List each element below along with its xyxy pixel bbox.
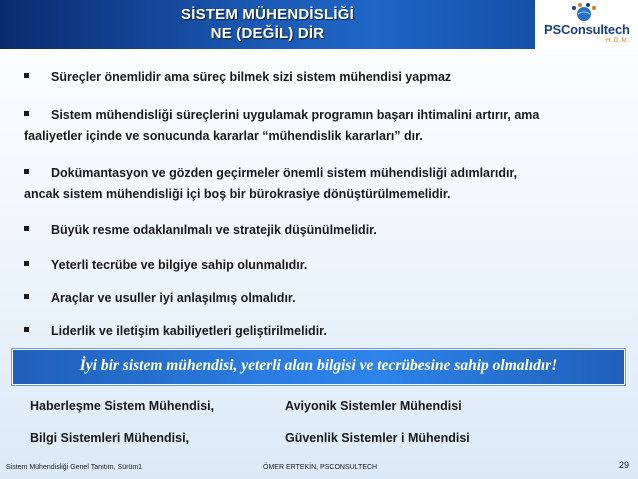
square-bullet-icon xyxy=(24,169,29,174)
logo-subtitle: H.D.M. xyxy=(606,37,630,44)
slide-title-line2: NE (DEĞİL) DİR xyxy=(210,25,325,42)
banner-text: İyi bir sistem mühendisi, yeterli alan bilgisi ve tecrübesine sahip olmalıdır! xyxy=(79,357,558,374)
slide-title-bar xyxy=(0,0,535,49)
role-item: Güvenlik Sistemler i Mühendisi xyxy=(285,431,470,445)
highlight-banner xyxy=(12,349,625,385)
bullet-continuation: faaliyetler içinde ve sonucunda kararlar “mühendislik kararları” dır. xyxy=(24,129,423,143)
bullet-continuation: ancak sistem mühendisliği içi boş bir bürokrasiye dönüştürülmemelidir. xyxy=(24,187,451,201)
role-item: Aviyonik Sistemler Mühendisi xyxy=(285,399,462,413)
square-bullet-icon xyxy=(24,294,29,299)
bullet-item: Sistem mühendisliği süreçlerini uygulamak programın başarı ihtimalini artırır, ama xyxy=(24,105,539,125)
page-number: 29 xyxy=(619,460,630,470)
footer-document-title: Sistem Mühendisliği Genel Tanıtım, Sürüm1 xyxy=(6,464,143,471)
square-bullet-icon xyxy=(24,261,29,266)
bullet-item: Araçlar ve usuller iyi anlaşılmış olmalıdır. xyxy=(24,288,296,308)
bullet-item: Liderlik ve iletişim kabiliyetleri geliştirilmelidir. xyxy=(24,321,327,341)
company-logo xyxy=(540,0,638,49)
bullet-item: Büyük resme odaklanılmalı ve stratejik düşünülmelidir. xyxy=(24,220,377,240)
logo-brand-text: PSConsultech xyxy=(544,22,630,37)
bullet-item: Süreçler önemlidir ama süreç bilmek sizi sistem mühendisi yapmaz xyxy=(24,67,451,87)
bullet-item: Dokümantasyon ve gözden geçirmeler önemli sistem mühendisliği adımlarıdır, xyxy=(24,163,517,183)
footer-author: ÖMER ERTEKİN, PSCONSULTECH xyxy=(263,464,378,471)
role-item: Bilgi Sistemleri Mühendisi, xyxy=(30,431,190,445)
bullet-item: Yeterli tecrübe ve bilgiye sahip olunmalıdır. xyxy=(24,255,307,275)
square-bullet-icon xyxy=(24,327,29,332)
square-bullet-icon xyxy=(24,111,29,116)
globe-people-icon xyxy=(570,2,598,22)
role-item: Haberleşme Sistem Mühendisi, xyxy=(30,399,215,413)
square-bullet-icon xyxy=(24,73,29,78)
square-bullet-icon xyxy=(24,226,29,231)
slide-title-line1: SİSTEM MÜHENDİSLİĞİ xyxy=(181,6,354,23)
